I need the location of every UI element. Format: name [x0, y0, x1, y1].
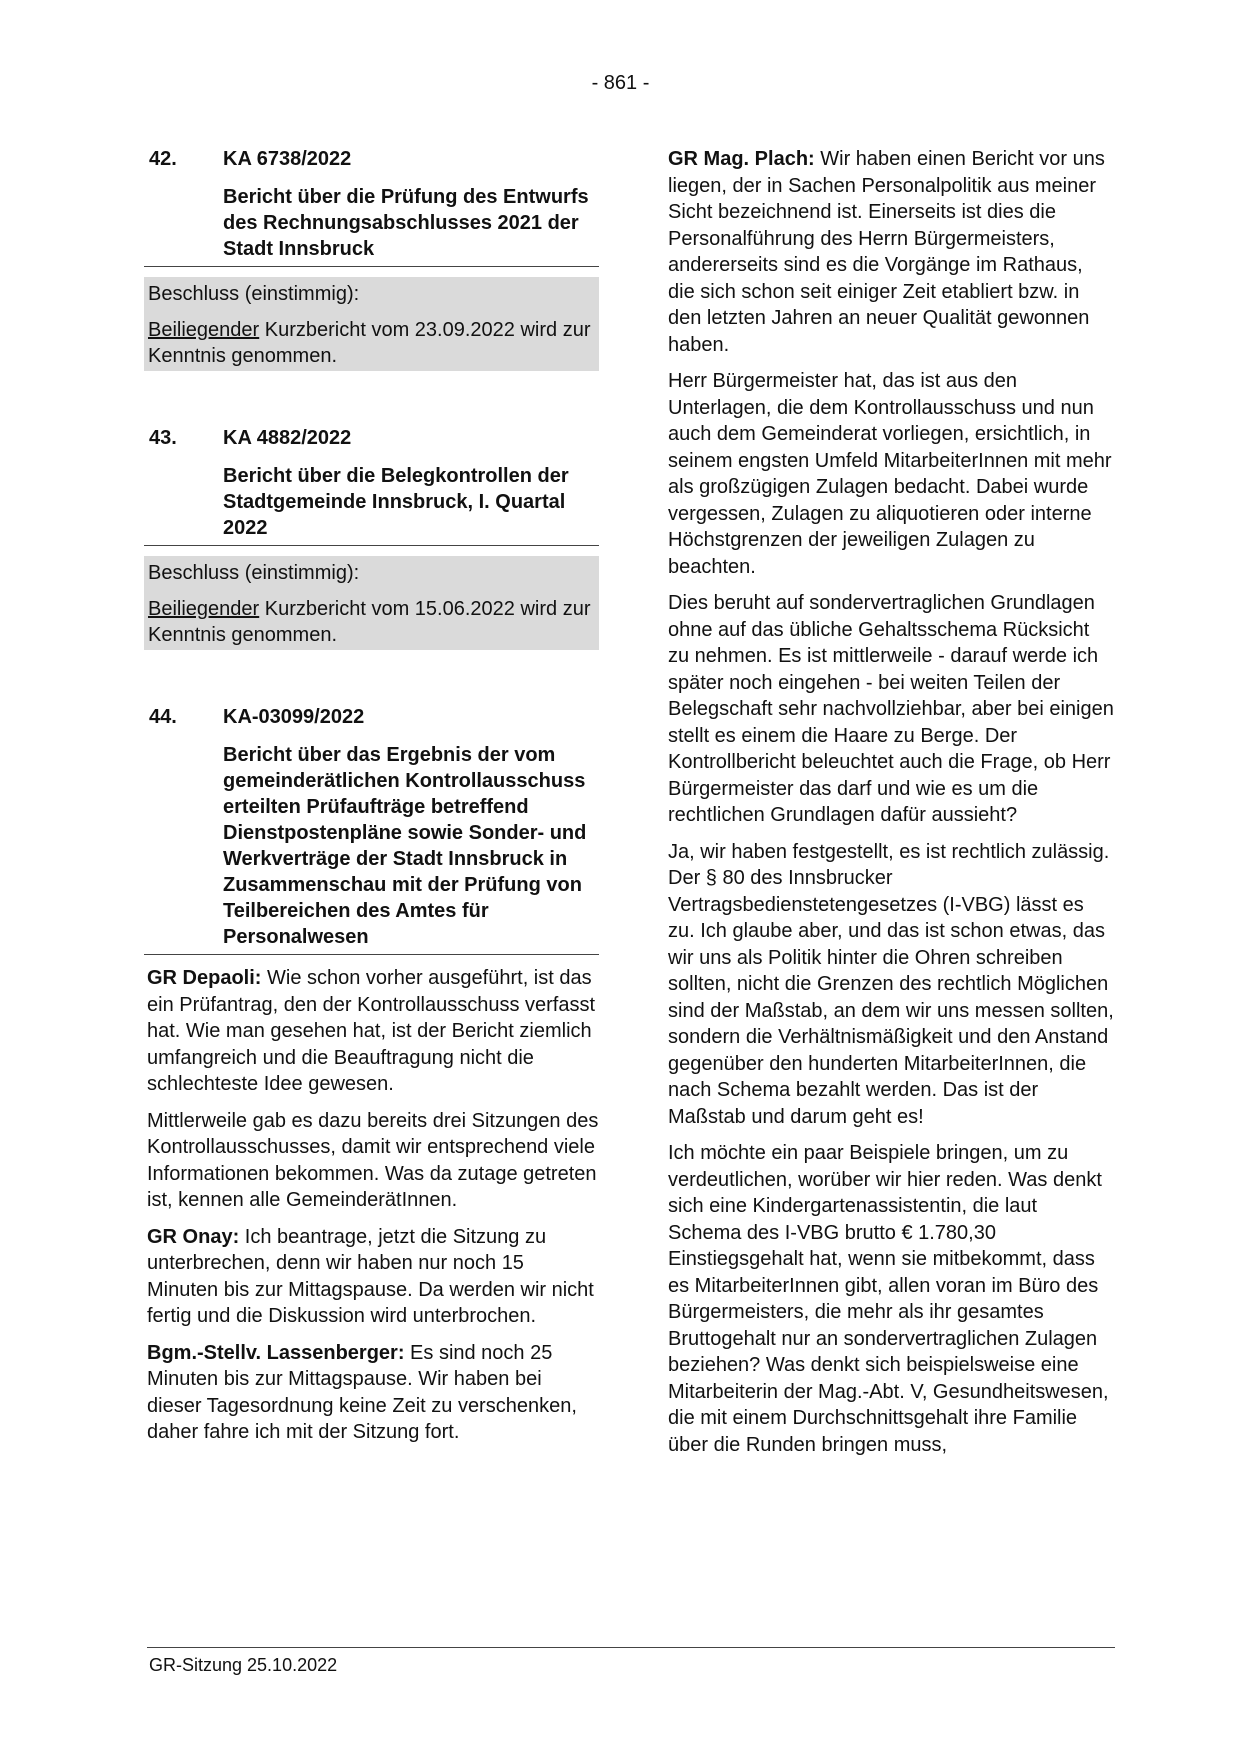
decision-box [144, 277, 599, 371]
right-column [668, 146, 1114, 1468]
decision-underlined: Beiliegender [148, 319, 260, 341]
left-speech-section [147, 965, 599, 1446]
item-title: Bericht über das Ergebnis der vom gemeinderätlichen Kontrollausschuss erteilten Prüfaufträge betreffend Dienstpostenpläne sowie Sonder- und Werkverträge der Stadt Innsbruck in Zusammenschau mit der Prüfung von Teilbereichen des Amtes für Personalwesen [223, 744, 587, 948]
item-number: 42. [149, 148, 177, 170]
speech-paragraph: Mittlerweile gab es dazu bereits drei Sitzungen des Kontrollausschusses, damit wir entsprechend viele Informationen bekommen. Was da zutage getreten ist, kennen alle GemeinderätInnen. [147, 1109, 599, 1211]
item-title: Bericht über die Belegkontrollen der Stadtgemeinde Innsbruck, I. Quartal 2022 [223, 465, 569, 539]
item-number: 43. [149, 427, 177, 449]
item-code: KA 4882/2022 [223, 427, 352, 449]
item-code: KA-03099/2022 [223, 706, 365, 728]
decision-label: Beschluss (einstimmig): [148, 562, 360, 584]
speech-paragraph: GR Depaoli: Wie schon vorher ausgeführt, ist das ein Prüfantrag, den der Kontrollausschuss verfasst hat. Wie man gesehen hat, ist der Bericht ziemlich umfangreich und die Beauftragung nicht die schlechteste Idee gewesen. [147, 967, 596, 1095]
agenda-item-42 [147, 146, 599, 371]
decision-text: Beiliegender Kurzbericht vom 15.06.2022 wird zur Kenntnis genommen. [148, 598, 591, 646]
speaker-name: GR Onay: [147, 1225, 240, 1248]
speech-paragraph: GR Mag. Plach: Wir haben einen Bericht vor uns liegen, der in Sachen Personalpolitik aus meiner Sicht bezeichnend ist. Einerseits ist dies die Personalführung des Herrn Bürgermeisters, andererseits sind es die Vorgänge im Rathaus, die sich schon seit einiger Zeit etabliert bzw. in den letzten Jahren an neuer Qualität gewonnen haben. [668, 148, 1105, 356]
speaker-name: GR Depaoli: [147, 967, 262, 989]
page-number: - 861 - [591, 72, 650, 94]
left-column [147, 146, 599, 1456]
footer-divider [147, 1647, 1115, 1648]
item-code: KA 6738/2022 [223, 148, 352, 170]
speech-paragraph: Dies beruht auf sondervertraglichen Grundlagen ohne auf das übliche Gehaltsschema Rücksicht zu nehmen. Es ist mittlerweile - darauf werde ich später noch eingehen - bei weiten Teilen der Belegschaft sehr nachvollziehbar, aber bei einigen stellt es einem die Haare zu Berge. Der Kontrollbericht beleuchtet auch die Frage, ob Herr Bürgermeister das darf und wie es um die rechtlichen Grundlagen dafür aussieht? [668, 592, 1114, 826]
decision-underlined: Beiliegender [148, 598, 260, 620]
footer-text: GR-Sitzung 25.10.2022 [149, 1655, 338, 1675]
speech-paragraph: Ja, wir haben festgestellt, es ist rechtlich zulässig. Der § 80 des Innsbrucker Vertragsbedienstetengesetzes (I-VBG) lässt es zu. Ich glaube aber, und das ist schon etwas, das wir uns als Politik hinter die Ohren schreiben sollten, nicht die Grenzen des rechtlich Möglichen sind der Maßstab, an dem wir uns messen sollten, sondern die Verhältnismäßigkeit und den Anstand gegenüber den hunderten MitarbeiterInnen, die nach Schema bezahlt werden. Das ist der Maßstab und darum geht es! [668, 840, 1114, 1128]
item-title: Bericht über die Prüfung des Entwurfs des Rechnungsabschlusses 2021 der Stadt Innsbruck [223, 186, 589, 260]
decision-text: Beiliegender Kurzbericht vom 23.09.2022 wird zur Kenntnis genommen. [148, 319, 591, 367]
decision-label: Beschluss (einstimmig): [148, 283, 360, 305]
speaker-name: Bgm.-Stellv. Lassenberger: [147, 1341, 405, 1364]
agenda-item-44 [147, 704, 599, 955]
item-number: 44. [149, 706, 177, 728]
speech-paragraph: Ich möchte ein paar Beispiele bringen, um zu verdeutlichen, worüber wir hier reden. Was denkt sich eine Kindergartenassistentin, die laut Schema des I-VBG brutto € 1.780,30 Einstiegsgehalt hat, wenn sie mitbekommt, dass es MitarbeiterInnen gibt, allen voran im Büro des Bürgermeisters, die mehr als ihr gesamtes Bruttogehalt nur an sondervertraglichen Zulagen beziehen? Was denkt sich beispielsweise eine Mitarbeiterin der Mag.-Abt. V, Gesundheitswesen, die mit einem Durchschnittsgehalt ihre Familie über die Runden bringen muss, [668, 1142, 1109, 1456]
speaker-name: GR Mag. Plach: [668, 148, 815, 170]
speech-paragraph: Herr Bürgermeister hat, das ist aus den Unterlagen, die dem Kontrollausschuss und nun auch dem Gemeinderat vorliegen, ersichtlich, in seinem engsten Umfeld MitarbeiterInnen mit mehr als großzügigen Zulagen bedacht. Dabei wurde vergessen, Zulagen zu aliquotieren oder interne Höchstgrenzen der jeweiligen Zulagen zu beachten. [668, 370, 1112, 578]
speech-paragraph: GR Onay: Ich beantrage, jetzt die Sitzung zu unterbrechen, denn wir haben nur noch 15 Minuten bis zur Mittagspause. Da werden wir nicht fertig und die Diskussion wird unterbrochen. [147, 1225, 594, 1327]
agenda-item-43 [147, 425, 599, 650]
decision-box [144, 556, 599, 650]
speech-paragraph: Bgm.-Stellv. Lassenberger: Es sind noch 25 Minuten bis zur Mittagspause. Wir haben bei dieser Tagesordnung keine Zeit zu verschenken, daher fahre ich mit der Sitzung fort. [147, 1341, 577, 1443]
